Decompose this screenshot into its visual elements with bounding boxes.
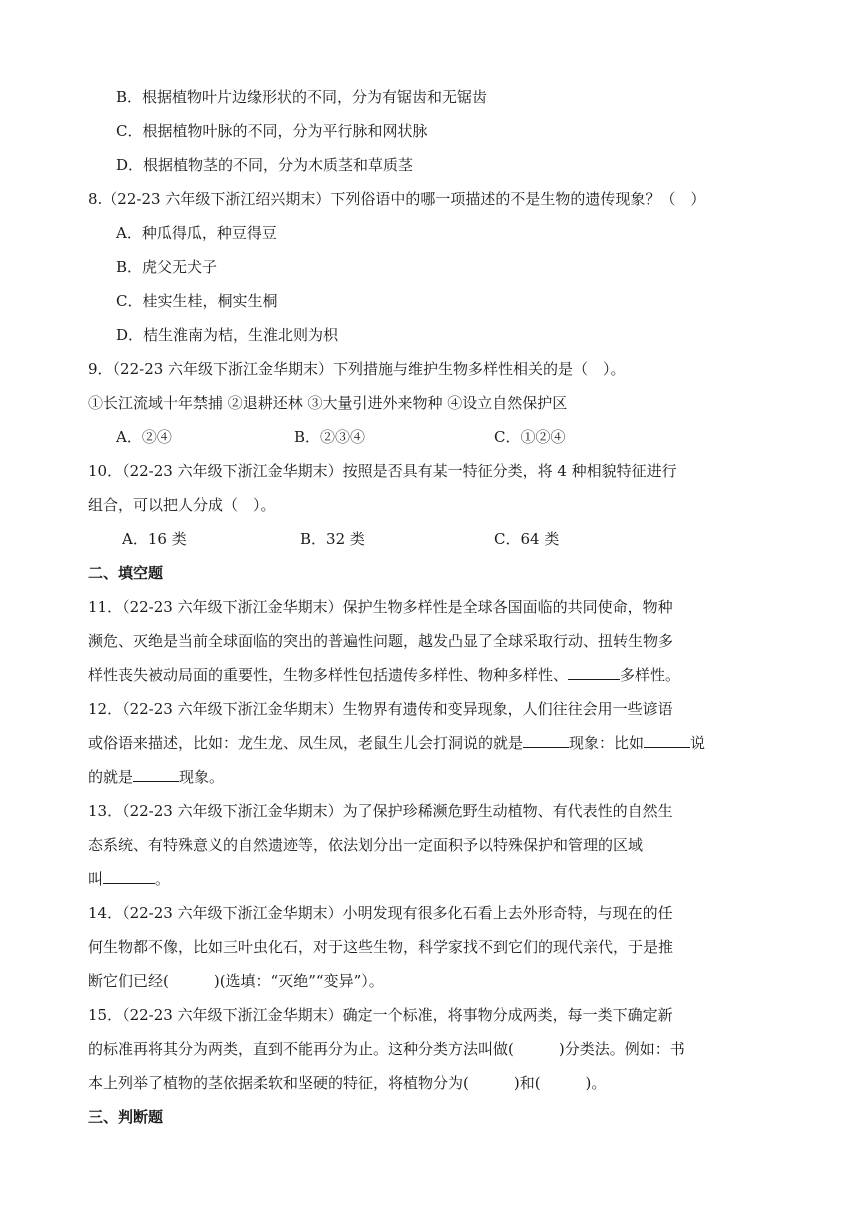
- q8-option-a: A．种瓜得瓜，种豆得豆: [116, 224, 277, 242]
- q10-option-b: B．32 类: [300, 530, 365, 548]
- q14-line2: 何生物都不像，比如三叶虫化石，对于这些生物，科学家找不到它们的现代亲代，于是推: [88, 938, 674, 956]
- q14-line1: 14．（22-23 六年级下浙江金华期末）小明发现有很多化石看上去外形奇特，与现在的任: [88, 904, 673, 922]
- q12-line3: [88, 760, 224, 794]
- q12-line2: [88, 726, 705, 760]
- q8-stem: 8.（22-23 六年级下浙江绍兴期末）下列俗语中的哪一项描述的不是生物的遗传现象？（ ）: [88, 190, 706, 208]
- q10-options: [122, 522, 762, 556]
- q11-line3-tail: 多样性。: [620, 666, 681, 684]
- q12-answer-blank-2[interactable]: [644, 729, 690, 748]
- q11-line1: 11．（22-23 六年级下浙江金华期末）保护生物多样性是全球各国面临的共同使命，物种: [88, 598, 673, 616]
- section-heading-true-false: 三、判断题: [88, 1108, 164, 1126]
- q9-option-b: B．②③④: [294, 428, 366, 446]
- q13-line3-tail: 。: [155, 870, 171, 888]
- q13-line3: [88, 862, 170, 896]
- q8-option-b: B．虎父无犬子: [116, 258, 218, 276]
- q15-line1: 15．（22-23 六年级下浙江金华期末）确定一个标准，将事物分成两类，每一类下确定新: [88, 1006, 673, 1024]
- q13-line3-text: 叫: [88, 870, 104, 888]
- q10-stem-line1: 10．（22-23 六年级下浙江金华期末）按照是否具有某一特征分类，将 4 种相貌特征进行: [88, 462, 677, 480]
- q8-option-d: D．桔生淮南为桔，生淮北则为枳: [116, 326, 339, 344]
- q12-line2-tail: 说: [690, 734, 706, 752]
- q15-line3: 本上列举了植物的茎依据柔软和坚硬的特征，将植物分为( )和( )。: [88, 1074, 607, 1092]
- q13-line2: 态系统、有特殊意义的自然遗迹等，依法划分出一定面积予以特殊保护和管理的区域: [88, 836, 644, 854]
- q9-option-a: A．②④: [116, 428, 172, 446]
- q12-line3-tail: 现象。: [179, 768, 225, 786]
- q9-option-c: C．①②④: [494, 428, 566, 446]
- q12-line3-text: 的就是: [88, 768, 134, 786]
- q12-line2-text: 或俗语来描述，比如：龙生龙、凤生凤，老鼠生儿会打洞说的就是: [88, 734, 524, 752]
- q12-answer-blank-3[interactable]: [133, 763, 179, 782]
- q12-line2-mid: 现象：比如: [569, 734, 645, 752]
- q9-options: [116, 420, 756, 454]
- q8-option-c: C．桂实生桂，桐实生桐: [116, 292, 278, 310]
- section-heading-fill-blank: 二、填空题: [88, 564, 164, 582]
- q12-answer-blank-1[interactable]: [523, 729, 569, 748]
- q11-line3: [88, 658, 680, 692]
- q13-answer-blank[interactable]: [103, 865, 155, 884]
- q7-option-c: C．根据植物叶脉的不同，分为平行脉和网状脉: [116, 122, 428, 140]
- q12-line1: 12．（22-23 六年级下浙江金华期末）生物界有遗传和变异现象，人们往往会用一些谚语: [88, 700, 673, 718]
- q10-option-c: C．64 类: [494, 530, 560, 548]
- q11-line2: 濒危、灭绝是当前全球面临的突出的普遍性问题，越发凸显了全球采取行动、扭转生物多: [88, 632, 674, 650]
- q14-line3: 断它们已经( )(选填：“灭绝”“变异”）。: [88, 972, 384, 990]
- q13-line1: 13．（22-23 六年级下浙江金华期末）为了保护珍稀濒危野生动植物、有代表性的自然生: [88, 802, 673, 820]
- q11-answer-blank[interactable]: [568, 661, 620, 680]
- q15-line2: 的标准再将其分为两类，直到不能再分为止。这种分类方法叫做( )分类法。例如：书: [88, 1040, 685, 1058]
- q9-items: ①长江流域十年禁捕 ②退耕还林 ③大量引进外来物种 ④设立自然保护区: [88, 394, 568, 412]
- q10-option-a: A．16 类: [122, 530, 187, 548]
- q11-line3-text: 样性丧失被动局面的重要性，生物多样性包括遗传多样性、物种多样性、: [88, 666, 569, 684]
- q10-stem-line2: 组合，可以把人分成（ ）。: [88, 496, 276, 514]
- q7-option-b: B．根据植物叶片边缘形状的不同，分为有锯齿和无锯齿: [116, 88, 488, 106]
- q9-stem: 9．（22-23 六年级下浙江金华期末）下列措施与维护生物多样性相关的是（ ）。: [88, 360, 626, 378]
- q7-option-d: D．根据植物茎的不同，分为木质茎和草质茎: [116, 156, 414, 174]
